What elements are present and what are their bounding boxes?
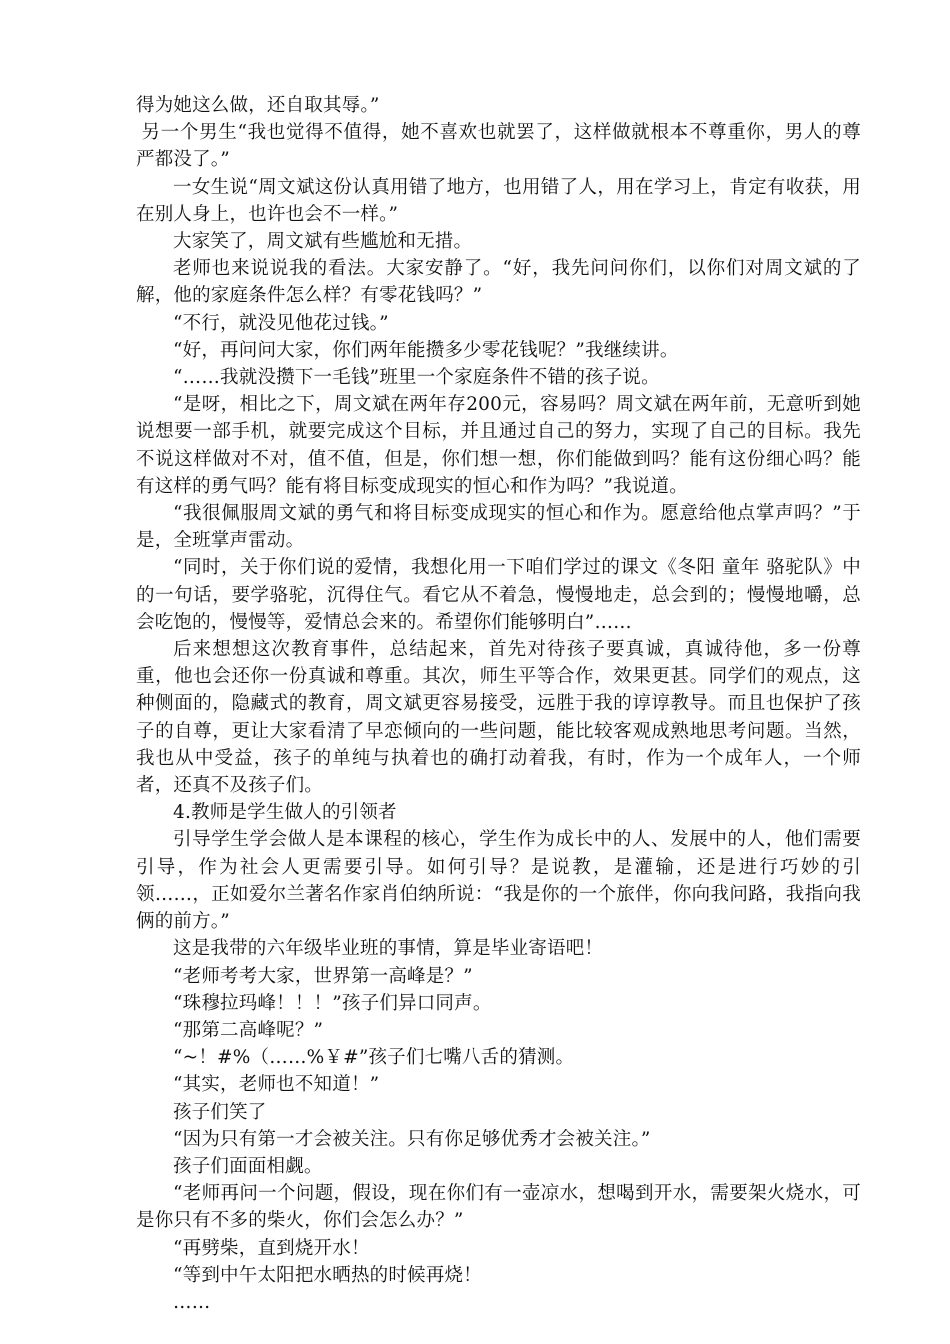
- paragraph: “我很佩服周文斌的勇气和将目标变成现实的恒心和作为。愿意给他点掌声吗？”于是，全班掌声雷动。: [136, 503, 861, 552]
- paragraph: “~！#%（……%￥#”孩子们七嘴八舌的猜测。: [173, 1047, 575, 1069]
- paragraph: 孩子们面面相觑。: [173, 1155, 323, 1177]
- paragraph: 孩子们笑了: [173, 1101, 267, 1123]
- paragraph: “同时，关于你们说的爱情，我想化用一下咱们学过的课文《冬阳 童年 骆驼队》中的一句话，要学骆驼，沉得住气。看它从不着急，慢慢地走，总会到的；慢慢地嚼，总会吃饱的，慢慢等，爱情总会来的。希望你们能够明白”……: [136, 557, 861, 633]
- paragraph: 大家笑了，周文斌有些尴尬和无措。: [173, 231, 473, 253]
- paragraph: “好，再问问大家，你们两年能攒多少零花钱呢？”我继续讲。: [173, 339, 679, 361]
- paragraph: ……: [173, 1291, 211, 1313]
- paragraph: “老师再问一个问题，假设，现在你们有一壶凉水，想喝到开水，需要架火烧水，可是你只有不多的柴火，你们会怎么办？”: [136, 1183, 861, 1232]
- paragraph: 一女生说“周文斌这份认真用错了地方，也用错了人，用在学习上，肯定有收获，用在别人身上，也许也会不一样。”: [136, 176, 861, 225]
- document-body: [136, 92, 861, 1316]
- paragraph: “那第二高峰呢？”: [173, 1019, 324, 1041]
- paragraph: 这是我带的六年级毕业班的事情，算是毕业寄语吧！: [173, 938, 604, 960]
- paragraph: “因为只有第一才会被关注。只有你足够优秀才会被关注。”: [173, 1128, 651, 1150]
- paragraph: “其实，老师也不知道！”: [173, 1074, 380, 1096]
- paragraph: “不行，就没见他花过钱。”: [173, 312, 389, 334]
- paragraph: “等到中午太阳把水晒热的时候再烧！: [173, 1264, 482, 1286]
- paragraph: 引导学生学会做人是本课程的核心，学生作为成长中的人、发展中的人，他们需要引导，作为社会人更需要引导。如何引导？是说教，是灌输，还是进行巧妙的引领……，正如爱尔兰著名作家肖伯纳所说：“我是你的一个旅伴，你向我问路，我指向我俩的前方。”: [136, 829, 861, 933]
- paragraph: 另一个男生“我也觉得不值得，她不喜欢也就罢了，这样做就根本不尊重你，男人的尊严都没了。”: [136, 122, 861, 171]
- section-heading: 4.教师是学生做人的引领者: [173, 802, 397, 824]
- paragraph: “珠穆拉玛峰！！！”孩子们异口同声。: [173, 992, 492, 1014]
- paragraph: “再劈柴，直到烧开水！: [173, 1237, 370, 1259]
- paragraph: “老师考考大家，世界第一高峰是？”: [173, 965, 473, 987]
- paragraph: 老师也来说说我的看法。大家安静了。“好，我先问问你们，以你们对周文斌的了解，他的家庭条件怎么样？有零花钱吗？”: [136, 258, 861, 307]
- paragraph: “是呀，相比之下，周文斌在两年存200元，容易吗？周文斌在两年前，无意听到她说想要一部手机，就要完成这个目标，并且通过自己的努力，实现了自己的目标。我先不说这样做对不对，值不值，但是，你们想一想，你们能做到吗？能有这份细心吗？能有这样的勇气吗？能有将目标变成现实的恒心和作为吗？”我说道。: [136, 394, 861, 497]
- paragraph: 得为她这么做，还自取其辱。”: [136, 95, 380, 116]
- paragraph: “……我就没攒下一毛钱”班里一个家庭条件不错的孩子说。: [173, 367, 660, 389]
- paragraph: 后来想想这次教育事件，总结起来，首先对待孩子要真诚，真诚待他，多一份尊重，他也会还你一份真诚和尊重。其次，师生平等合作，效果更甚。同学们的观点，这种侧面的，隐藏式的教育，周文斌更容易接受，远胜于我的谆谆教导。而且也保护了孩子的自尊，更让大家看清了早恋倾向的一些问题，能比较客观成熟地思考问题。当然，我也从中受益，孩子的单纯与执着也的确打动着我，有时，作为一个成年人，一个师者，还真不及孩子们。: [136, 639, 861, 797]
